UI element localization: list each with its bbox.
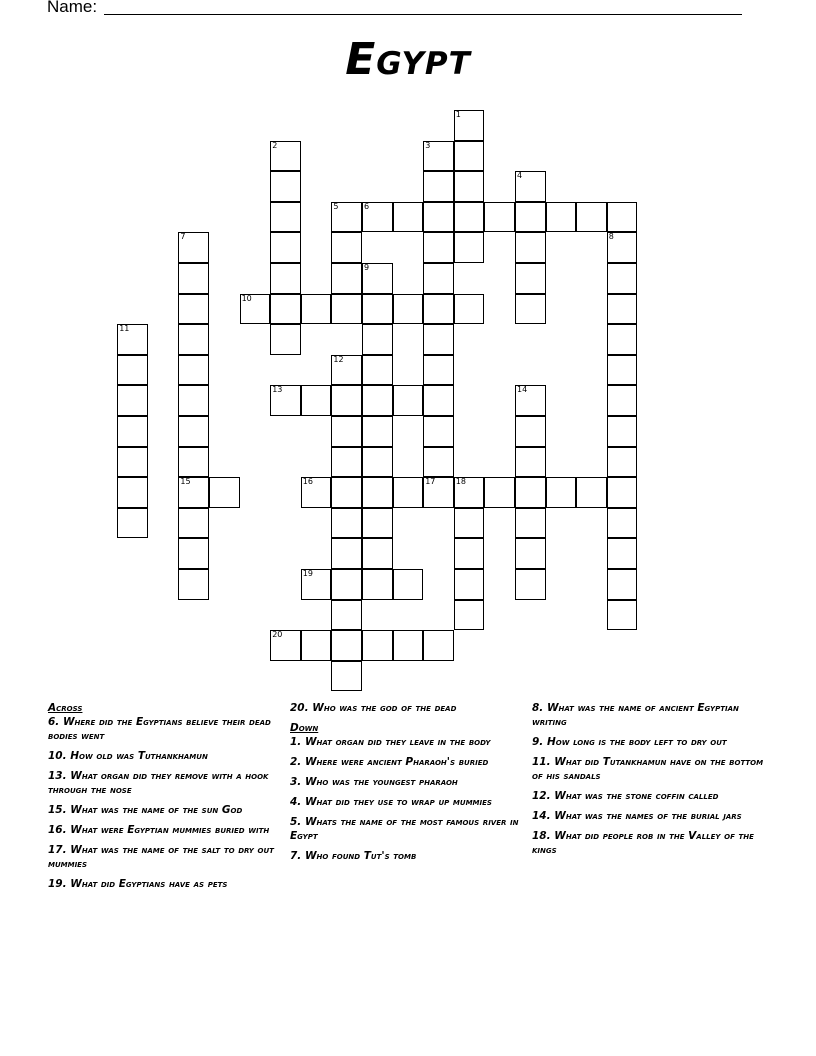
grid-cell[interactable]	[393, 202, 424, 233]
grid-cell[interactable]	[270, 385, 301, 416]
clue-number: 17	[425, 477, 436, 487]
clue-number: 16	[302, 477, 313, 487]
down-clue: 18. What did people rob in the Valley of the kings	[532, 830, 754, 856]
grid-cell[interactable]	[515, 171, 546, 202]
grid-cell[interactable]	[454, 477, 485, 508]
grid-cell[interactable]	[454, 569, 485, 600]
clue-number: 3	[425, 140, 431, 150]
grid-cell[interactable]	[546, 477, 577, 508]
grid-cell[interactable]	[362, 263, 393, 294]
grid-cell[interactable]	[178, 232, 209, 263]
grid-cell[interactable]	[178, 508, 209, 539]
grid-cell[interactable]	[423, 355, 454, 386]
grid-cell[interactable]	[117, 447, 148, 478]
grid-cell[interactable]	[362, 508, 393, 539]
grid-cell[interactable]	[576, 477, 607, 508]
clue-number: 7	[180, 232, 186, 242]
grid-cell[interactable]	[331, 385, 362, 416]
clue-number: 12	[333, 354, 344, 364]
clue-number: 13	[272, 385, 283, 395]
across-clue: 10. How old was Tuthankhamun	[48, 750, 208, 762]
grid-cell[interactable]	[423, 324, 454, 355]
grid-cell[interactable]	[393, 385, 424, 416]
grid-cell[interactable]	[362, 569, 393, 600]
grid-cell[interactable]	[331, 263, 362, 294]
grid-cell[interactable]	[331, 232, 362, 263]
grid-cell[interactable]	[331, 294, 362, 325]
name-label: Name:	[47, 0, 98, 16]
grid-cell[interactable]	[331, 661, 362, 692]
grid-cell[interactable]	[270, 324, 301, 355]
grid-cell[interactable]	[301, 569, 332, 600]
grid-cell[interactable]	[117, 324, 148, 355]
grid-cell[interactable]	[331, 630, 362, 661]
grid-cell[interactable]	[270, 141, 301, 172]
grid-cell[interactable]	[423, 477, 454, 508]
grid-cell[interactable]	[178, 263, 209, 294]
grid-cell[interactable]	[301, 294, 332, 325]
grid-cell[interactable]	[178, 569, 209, 600]
clue-number: 6	[364, 201, 370, 211]
grid-cell[interactable]	[607, 416, 638, 447]
grid-cell[interactable]	[423, 447, 454, 478]
grid-cell[interactable]	[393, 294, 424, 325]
grid-cell[interactable]	[515, 508, 546, 539]
grid-cell[interactable]	[362, 294, 393, 325]
grid-cell[interactable]	[515, 569, 546, 600]
grid-cell[interactable]	[454, 141, 485, 172]
clue-number: 1	[455, 110, 461, 119]
grid-cell[interactable]	[607, 294, 638, 325]
grid-cell[interactable]	[270, 294, 301, 325]
grid-cell[interactable]	[178, 355, 209, 386]
grid-cell[interactable]	[301, 385, 332, 416]
across-heading: Across	[48, 702, 83, 714]
clue-column-3	[532, 701, 764, 863]
down-clue: 3. Who was the youngest pharaoh	[290, 776, 458, 788]
grid-cell[interactable]	[515, 232, 546, 263]
grid-cell[interactable]	[209, 477, 240, 508]
grid-cell[interactable]	[454, 538, 485, 569]
down-clue: 12. What was the stone coffin called	[532, 790, 719, 802]
grid-cell[interactable]	[484, 202, 515, 233]
grid-cell[interactable]	[331, 600, 362, 631]
clue-number: 10	[241, 293, 252, 303]
grid-cell[interactable]	[515, 477, 546, 508]
grid-cell[interactable]	[117, 477, 148, 508]
grid-cell[interactable]	[423, 141, 454, 172]
down-clue: 4. What did they use to wrap up mummies	[290, 796, 492, 808]
grid-cell[interactable]	[515, 416, 546, 447]
grid-cell[interactable]	[423, 294, 454, 325]
grid-cell[interactable]	[393, 630, 424, 661]
grid-cell[interactable]	[607, 600, 638, 631]
grid-cell[interactable]	[362, 477, 393, 508]
clue-number: 11	[119, 324, 130, 334]
down-clue: 8. What was the name of ancient Egyptian writing	[532, 702, 739, 728]
grid-cell[interactable]	[515, 538, 546, 569]
grid-cell[interactable]	[270, 263, 301, 294]
clue-number: 4	[517, 171, 523, 181]
grid-cell[interactable]	[454, 202, 485, 233]
grid-cell[interactable]	[240, 294, 271, 325]
grid-cell[interactable]	[454, 294, 485, 325]
across-clue: 19. What did Egyptians have as pets	[48, 878, 228, 890]
across-clue: 15. What was the name of the sun God	[48, 804, 243, 816]
grid-cell[interactable]	[270, 202, 301, 233]
grid-cell[interactable]	[393, 477, 424, 508]
grid-cell[interactable]	[362, 385, 393, 416]
grid-cell[interactable]	[515, 202, 546, 233]
grid-cell[interactable]	[178, 385, 209, 416]
grid-cell[interactable]	[515, 294, 546, 325]
grid-cell[interactable]	[546, 202, 577, 233]
down-clue: 14. What was the names of the burial jars	[532, 810, 742, 822]
grid-cell[interactable]	[301, 477, 332, 508]
clue-number: 8	[608, 232, 614, 242]
grid-cell[interactable]	[178, 477, 209, 508]
grid-cell[interactable]	[270, 232, 301, 263]
grid-cell[interactable]	[362, 324, 393, 355]
grid-cell[interactable]	[362, 416, 393, 447]
grid-cell[interactable]	[178, 538, 209, 569]
grid-cell[interactable]	[178, 324, 209, 355]
grid-cell[interactable]	[607, 232, 638, 263]
clue-number: 2	[272, 140, 278, 150]
grid-cell[interactable]	[117, 508, 148, 539]
clue-column-2	[290, 701, 522, 869]
clue-number: 5	[333, 201, 339, 211]
grid-cell[interactable]	[454, 600, 485, 631]
grid-cell[interactable]	[393, 569, 424, 600]
grid-cell[interactable]	[331, 538, 362, 569]
page-title: Egypt	[345, 34, 471, 85]
grid-cell[interactable]	[454, 232, 485, 263]
grid-cell[interactable]	[331, 416, 362, 447]
across-clue: 16. What were Egyptian mummies buried with	[48, 824, 270, 836]
grid-cell[interactable]	[607, 508, 638, 539]
grid-cell[interactable]	[362, 630, 393, 661]
grid-cell[interactable]	[423, 263, 454, 294]
grid-cell[interactable]	[607, 477, 638, 508]
grid-cell[interactable]	[178, 447, 209, 478]
grid-cell[interactable]	[423, 232, 454, 263]
grid-cell[interactable]	[331, 508, 362, 539]
grid-cell[interactable]	[423, 202, 454, 233]
grid-cell[interactable]	[515, 385, 546, 416]
grid-cell[interactable]	[270, 630, 301, 661]
grid-cell[interactable]	[331, 569, 362, 600]
grid-cell[interactable]	[607, 447, 638, 478]
clue-number: 19	[302, 569, 313, 578]
grid-cell[interactable]	[423, 171, 454, 202]
grid-cell[interactable]	[423, 630, 454, 661]
grid-cell[interactable]	[607, 355, 638, 386]
grid-cell[interactable]	[362, 447, 393, 478]
grid-cell[interactable]	[301, 630, 332, 661]
grid-cell[interactable]	[484, 477, 515, 508]
grid-cell[interactable]	[607, 324, 638, 355]
grid-cell[interactable]	[607, 202, 638, 233]
grid-cell[interactable]	[454, 110, 485, 141]
grid-cell[interactable]	[423, 385, 454, 416]
down-clue: 9. How long is the body left to dry out	[532, 736, 727, 748]
grid-cell[interactable]	[362, 538, 393, 569]
down-clue: 2. Where were ancient Pharaoh's buried	[290, 756, 489, 768]
grid-cell[interactable]	[117, 416, 148, 447]
across-clue: 13. What organ did they remove with a hook through the nose	[48, 770, 269, 796]
grid-cell[interactable]	[270, 171, 301, 202]
grid-cell[interactable]	[178, 294, 209, 325]
down-clue: 7. Who found Tut's tomb	[290, 850, 417, 862]
grid-cell[interactable]	[454, 171, 485, 202]
clue-number: 14	[517, 385, 528, 395]
clue-number: 9	[364, 263, 370, 272]
clue-column-1	[48, 701, 280, 897]
across-clue: 20. Who was the god of the dead	[290, 702, 457, 714]
grid-cell[interactable]	[117, 385, 148, 416]
grid-cell[interactable]	[515, 447, 546, 478]
grid-cell[interactable]	[331, 447, 362, 478]
clue-number: 18	[455, 477, 466, 487]
grid-cell[interactable]	[607, 538, 638, 569]
clue-number: 20	[272, 630, 283, 640]
grid-cell[interactable]	[607, 385, 638, 416]
grid-cell[interactable]	[607, 263, 638, 294]
grid-cell[interactable]	[454, 508, 485, 539]
grid-cell[interactable]	[607, 569, 638, 600]
across-clue: 17. What was the name of the salt to dry out mummies	[48, 844, 274, 870]
grid-cell[interactable]	[331, 477, 362, 508]
grid-cell[interactable]	[515, 263, 546, 294]
down-clue: 1. What organ did they leave in the body	[290, 736, 491, 748]
grid-cell[interactable]	[117, 355, 148, 386]
down-clue: 11. What did Tutankhamun have on the bottom of his sandals	[532, 756, 764, 782]
down-heading: Down	[290, 722, 319, 734]
grid-cell[interactable]	[423, 416, 454, 447]
grid-cell[interactable]	[331, 202, 362, 233]
down-clue: 5. Whats the name of the most famous river in Egypt	[290, 816, 519, 842]
grid-cell[interactable]	[362, 355, 393, 386]
grid-cell[interactable]	[576, 202, 607, 233]
clue-number: 15	[180, 477, 191, 487]
across-clue: 6. Where did the Egyptians believe their dead bodies went	[48, 716, 271, 742]
grid-cell[interactable]	[362, 202, 393, 233]
grid-cell[interactable]	[178, 416, 209, 447]
grid-cell[interactable]	[331, 355, 362, 386]
